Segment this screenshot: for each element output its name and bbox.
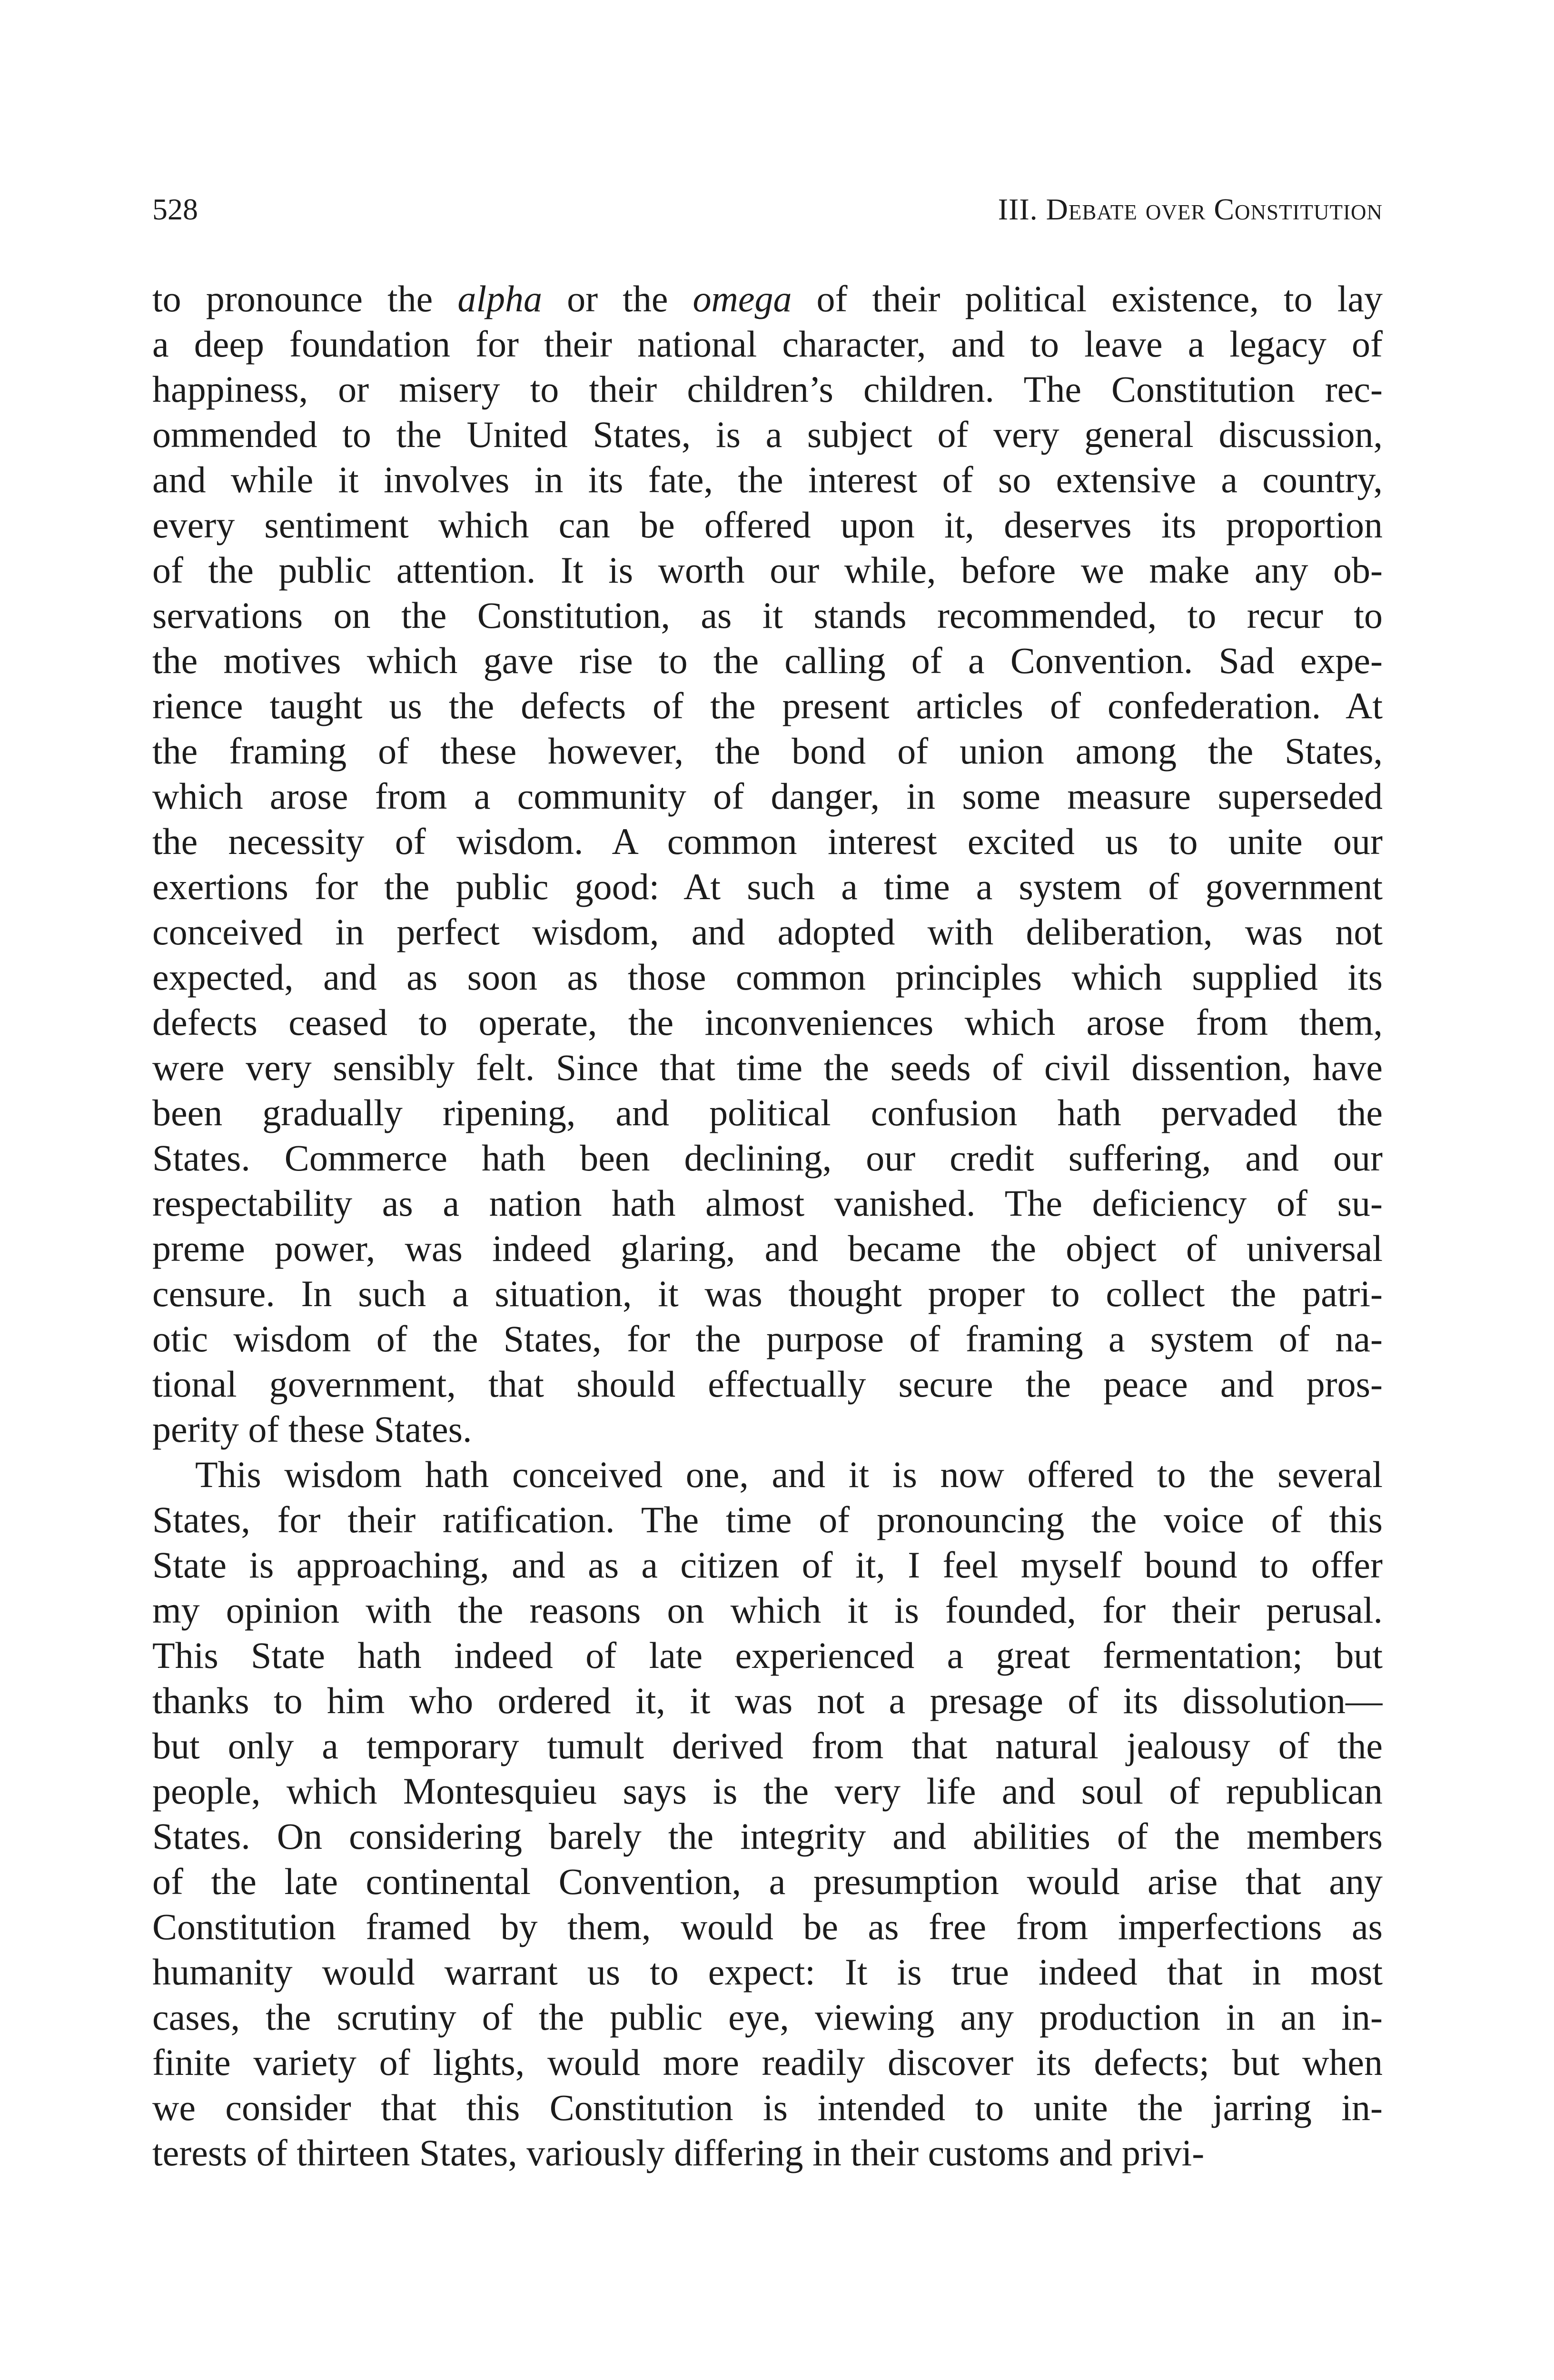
text-line: States. Commerce hath been declining, our credit suffering, and our bbox=[152, 1137, 1383, 1179]
text-line: of the public attention. It is worth our while, before we make any ob- bbox=[152, 549, 1383, 591]
text-line: rience taught us the defects of the present articles of confederation. At bbox=[152, 685, 1383, 726]
text-line: This wisdom hath conceived one, and it is now offered to the several bbox=[195, 1454, 1383, 1495]
text-line: happiness, or misery to their children’s children. The Constitution rec- bbox=[152, 368, 1383, 410]
text-line: my opinion with the reasons on which it is founded, for their perusal. bbox=[152, 1589, 1383, 1631]
text-line: conceived in perfect wisdom, and adopted with deliberation, was not bbox=[152, 911, 1383, 952]
running-head bbox=[152, 183, 1383, 236]
text-line: which arose from a community of danger, in some measure superseded bbox=[152, 775, 1383, 817]
text-line: Constitution framed by them, would be as free from imperfections as bbox=[152, 1906, 1383, 1947]
section-title bbox=[998, 183, 1383, 236]
page-number: 528 bbox=[152, 192, 198, 226]
text-line: finite variety of lights, would more readily discover its defects; but when bbox=[152, 2042, 1383, 2083]
text-line: humanity would warrant us to expect: It is true indeed that in most bbox=[152, 1951, 1383, 1993]
text-line: preme power, was indeed glaring, and became the object of universal bbox=[152, 1228, 1383, 1269]
text-line: otic wisdom of the States, for the purpose of framing a system of na- bbox=[152, 1318, 1383, 1359]
text-line: perity of these States. bbox=[152, 1408, 472, 1450]
text-line: thanks to him who ordered it, it was not a presage of its dissolution— bbox=[152, 1680, 1383, 1721]
text-line: exertions for the public good: At such a time a system of government bbox=[152, 866, 1383, 907]
text-line: States. On considering barely the integrity and abilities of the members bbox=[152, 1815, 1383, 1857]
text-line: servations on the Constitution, as it stands recommended, to recur to bbox=[152, 595, 1383, 636]
body-text bbox=[152, 276, 1383, 2175]
text-line: cases, the scrutiny of the public eye, viewing any production in an in- bbox=[152, 1996, 1383, 2038]
text-line: This State hath indeed of late experienced a great fermentation; but bbox=[152, 1635, 1383, 1676]
italic-term: alpha bbox=[457, 278, 543, 319]
text-line: to pronounce the alpha or the omega of their political existence, to lay bbox=[152, 278, 1383, 319]
text-line: expected, and as soon as those common principles which supplied its bbox=[152, 956, 1383, 998]
section-roman: III. bbox=[998, 192, 1038, 226]
text-line: were very sensibly felt. Since that time the seeds of civil dissention, have bbox=[152, 1047, 1383, 1088]
text-line: a deep foundation for their national character, and to leave a legacy of bbox=[152, 323, 1383, 365]
text-line: the framing of these however, the bond of union among the States, bbox=[152, 730, 1383, 772]
section-title-text: Debate over Constitution bbox=[1046, 192, 1383, 226]
text-line: but only a temporary tumult derived from that natural jealousy of the bbox=[152, 1725, 1383, 1766]
text-line: every sentiment which can be offered upon it, deserves its proportion bbox=[152, 504, 1383, 545]
text-line: of the late continental Convention, a presumption would arise that any bbox=[152, 1861, 1383, 1902]
text-line: States, for their ratification. The time of pronouncing the voice of this bbox=[152, 1499, 1383, 1540]
text-line: the motives which gave rise to the calling of a Convention. Sad expe- bbox=[152, 640, 1383, 681]
text-line: the necessity of wisdom. A common interest excited us to unite our bbox=[152, 821, 1383, 862]
italic-term: omega bbox=[693, 278, 792, 319]
text-line: people, which Montesquieu says is the very life and soul of republican bbox=[152, 1770, 1383, 1812]
text-line: terests of thirteen States, variously differing in their customs and privi- bbox=[152, 2132, 1205, 2173]
text-line: respectability as a nation hath almost vanished. The deficiency of su- bbox=[152, 1182, 1383, 1224]
text-line: and while it involves in its fate, the interest of so extensive a country, bbox=[152, 459, 1383, 500]
text-line: been gradually ripening, and political confusion hath pervaded the bbox=[152, 1092, 1383, 1133]
text-line: we consider that this Constitution is intended to unite the jarring in- bbox=[152, 2087, 1383, 2128]
text-line: censure. In such a situation, it was thought proper to collect the patri- bbox=[152, 1273, 1383, 1314]
text-line: tional government, that should effectually secure the peace and pros- bbox=[152, 1363, 1383, 1405]
text-line: defects ceased to operate, the inconveniences which arose from them, bbox=[152, 1002, 1383, 1043]
text-line: State is approaching, and as a citizen of it, I feel myself bound to offer bbox=[152, 1544, 1383, 1586]
text-line: ommended to the United States, is a subject of very general discussion, bbox=[152, 414, 1383, 455]
